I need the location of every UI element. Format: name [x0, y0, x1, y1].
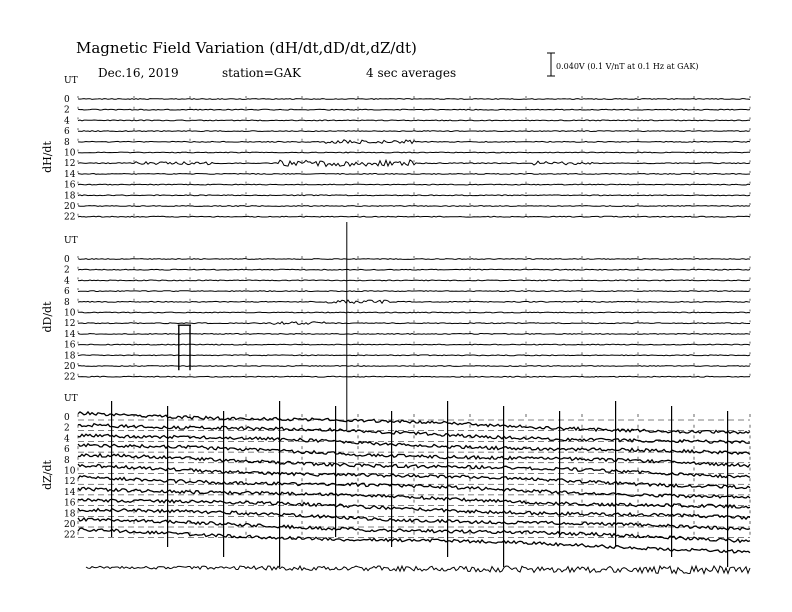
- chart-station: station=GAK: [222, 66, 302, 80]
- trace-ut-20: [78, 206, 750, 207]
- hour-label: 20: [64, 202, 76, 212]
- trace-ut-2: [78, 109, 750, 110]
- hour-label: 20: [64, 520, 76, 530]
- hour-label: 10: [64, 466, 76, 477]
- panel-ut-label: UT: [64, 76, 78, 86]
- hour-label: 18: [64, 509, 76, 520]
- hour-label: 6: [64, 287, 70, 298]
- hour-label: 12: [64, 319, 76, 330]
- chart-title: Magnetic Field Variation (dH/dt,dD/dt,dZ/dt): [76, 39, 417, 57]
- hour-label: 0: [64, 413, 70, 423]
- hour-label: 16: [64, 498, 76, 509]
- hour-label: 16: [64, 340, 76, 351]
- trace-ut-18: [78, 195, 750, 196]
- hour-label: 6: [64, 445, 70, 456]
- trace-ut-4: [78, 120, 750, 121]
- box-pulse: [178, 325, 191, 370]
- hour-label: 10: [64, 148, 76, 159]
- trace-ut-22: [78, 216, 750, 217]
- trace-ut-16: [78, 184, 750, 185]
- panel-dz-dt: [41, 394, 750, 574]
- trace-ut-10: [78, 312, 750, 313]
- hour-label: 14: [64, 329, 76, 340]
- trace-ut-6: [78, 291, 750, 292]
- trace-ut-0: [78, 99, 750, 100]
- hour-label: 8: [64, 455, 70, 466]
- chart-averaging: 4 sec averages: [366, 66, 457, 80]
- hour-label: 4: [64, 116, 70, 127]
- hour-label: 4: [64, 434, 70, 445]
- hour-label: 12: [64, 159, 76, 170]
- trace-ut-22: [78, 376, 750, 377]
- hour-label: 6: [64, 127, 70, 138]
- panel-dh-dt: [41, 76, 750, 223]
- chart-date: Dec.16, 2019: [98, 66, 179, 80]
- trace-ut-10: [78, 152, 750, 153]
- hour-label: 10: [64, 308, 76, 319]
- hour-label: 22: [64, 372, 76, 383]
- hour-label: 12: [64, 477, 76, 488]
- trace-ut-6: [78, 131, 750, 132]
- hour-label: 0: [64, 255, 70, 265]
- scale-bar: [547, 53, 555, 76]
- hour-label: 14: [64, 487, 76, 498]
- hour-label: 14: [64, 169, 76, 180]
- hour-label: 2: [64, 105, 70, 116]
- trace-ut-4: [78, 280, 750, 281]
- panel-axis-label: dH/dt: [41, 141, 54, 173]
- hour-label: 2: [64, 265, 70, 276]
- hour-label: 18: [64, 351, 76, 362]
- panel-ut-label: UT: [64, 236, 78, 246]
- hour-label: 18: [64, 191, 76, 202]
- noise-floor: [86, 566, 750, 574]
- hour-label: 4: [64, 276, 70, 287]
- trace-ut-14: [78, 174, 750, 175]
- hour-label: 20: [64, 362, 76, 372]
- hour-label: 8: [64, 297, 70, 308]
- hour-label: 0: [64, 95, 70, 105]
- hour-label: 2: [64, 423, 70, 434]
- panel-ut-label: UT: [64, 394, 78, 404]
- panel-axis-label: dD/dt: [41, 301, 54, 333]
- hour-label: 16: [64, 180, 76, 191]
- trace-ut-0: [78, 259, 750, 260]
- scale-note: 0.040V (0.1 V/nT at 0.1 Hz at GAK): [556, 62, 699, 71]
- panel-axis-label: dZ/dt: [41, 460, 54, 490]
- trace-ut-8: [78, 140, 750, 144]
- trace-ut-2: [78, 269, 750, 270]
- panel-dd-dt: [41, 222, 750, 430]
- hour-label: 22: [64, 212, 76, 223]
- hour-label: 8: [64, 137, 70, 148]
- hour-label: 22: [64, 530, 76, 541]
